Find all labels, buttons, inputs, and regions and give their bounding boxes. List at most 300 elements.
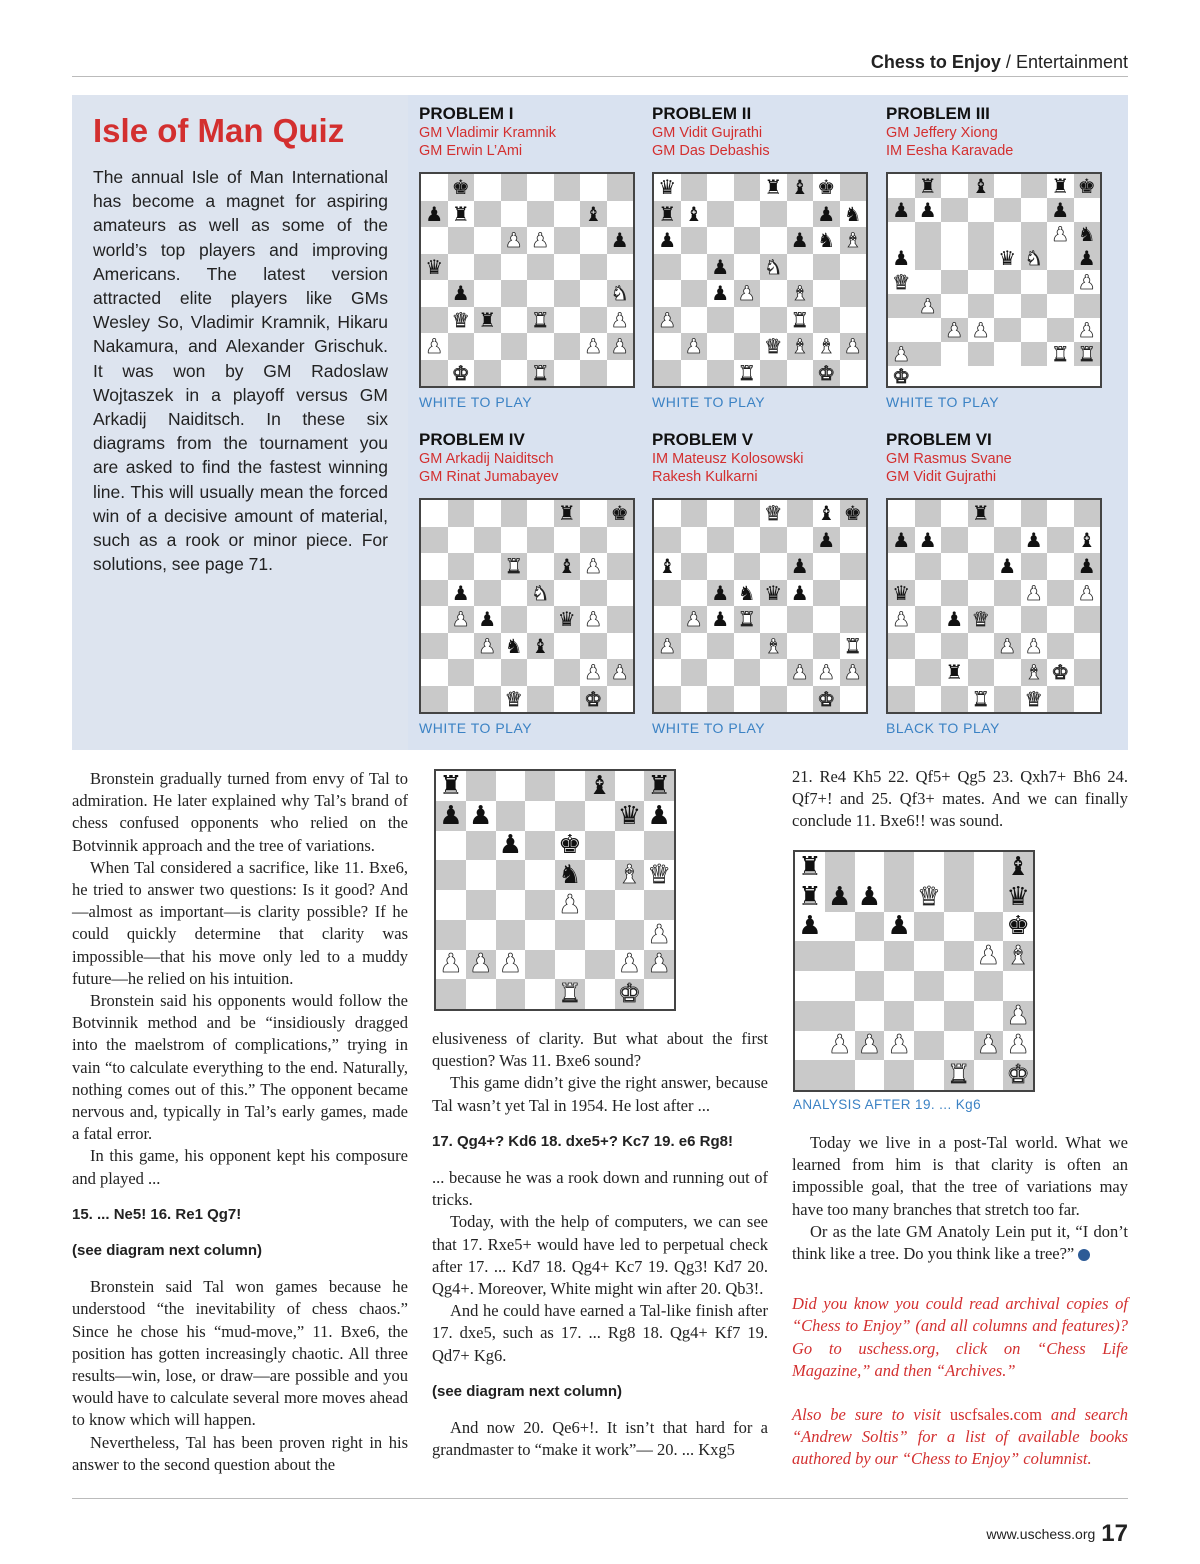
white-pawn-icon: ♟ <box>558 890 582 920</box>
board-square <box>607 280 634 307</box>
article-column-3-continued <box>792 1132 1128 1471</box>
board-square <box>1047 580 1074 607</box>
board-square <box>840 307 867 334</box>
black-king-icon: ♚ <box>817 175 836 200</box>
uscf-end-icon <box>1078 1249 1090 1261</box>
board-square <box>825 971 855 1001</box>
board-square <box>527 201 554 228</box>
board-square <box>644 831 674 861</box>
problem-caption: WHITE TO PLAY <box>652 720 766 736</box>
header-separator: / <box>1000 52 1016 72</box>
board-square <box>554 606 581 633</box>
board-square <box>941 342 968 366</box>
board-square <box>915 527 942 554</box>
white-pawn-icon: ♟ <box>918 294 937 318</box>
white-queen-icon: ♛ <box>1024 686 1043 711</box>
board-square <box>436 920 466 950</box>
board-square <box>1047 198 1074 222</box>
board-square <box>501 633 528 660</box>
board-square <box>448 360 475 387</box>
white-pawn-icon: ♟ <box>1051 222 1070 246</box>
board-square <box>496 801 526 831</box>
board-square <box>968 527 995 554</box>
board-square <box>554 659 581 686</box>
problem-caption: WHITE TO PLAY <box>652 394 766 410</box>
black-rook-icon: ♜ <box>798 881 822 912</box>
board-square <box>888 606 915 633</box>
black-rook-icon: ♜ <box>647 771 671 801</box>
board-square <box>1074 527 1101 554</box>
board-square <box>580 201 607 228</box>
black-pawn-icon: ♟ <box>451 580 470 605</box>
board-square <box>825 941 855 971</box>
board-square <box>527 360 554 387</box>
board-square <box>968 580 995 607</box>
board-square <box>840 686 867 713</box>
board-square <box>974 882 1004 912</box>
board-square <box>527 174 554 201</box>
board-square <box>585 979 615 1009</box>
board-square <box>448 201 475 228</box>
board-square <box>496 860 526 890</box>
board-square <box>795 941 825 971</box>
board-square <box>554 633 581 660</box>
board-square <box>421 580 448 607</box>
board-square <box>760 307 787 334</box>
white-rook-icon: ♜ <box>1051 342 1070 366</box>
board-square <box>944 1031 974 1061</box>
board-square <box>681 500 708 527</box>
board-square <box>914 852 944 882</box>
board-square <box>1047 553 1074 580</box>
board-square <box>840 659 867 686</box>
board-square <box>787 527 814 554</box>
page-footer <box>986 1520 1128 1548</box>
board-square <box>968 659 995 686</box>
board-square <box>760 686 787 713</box>
board-square <box>580 527 607 554</box>
board-square <box>474 254 501 281</box>
problem-black-player: GM Vidit Gujrathi <box>886 469 997 485</box>
black-bishop-icon: ♝ <box>684 201 703 226</box>
black-bishop-icon: ♝ <box>658 554 677 579</box>
board-square <box>580 174 607 201</box>
white-pawn-icon: ♟ <box>892 342 911 366</box>
board-square <box>607 174 634 201</box>
board-square <box>855 1060 885 1090</box>
board-square <box>734 580 761 607</box>
black-pawn-icon: ♟ <box>425 201 444 226</box>
board-square <box>466 950 496 980</box>
board-square <box>855 941 885 971</box>
white-pawn-icon: ♟ <box>737 281 756 306</box>
board-square <box>681 227 708 254</box>
board-square <box>554 580 581 607</box>
board-square <box>840 360 867 387</box>
black-knight-icon: ♞ <box>737 580 756 605</box>
board-square <box>915 553 942 580</box>
board-square <box>436 831 466 861</box>
problem-white-player: GM Rasmus Svane <box>886 451 1012 467</box>
board-square <box>888 198 915 222</box>
board-square <box>888 659 915 686</box>
white-rook-icon: ♜ <box>531 307 550 332</box>
board-square <box>525 771 555 801</box>
white-pawn-icon: ♟ <box>843 660 862 685</box>
board-square <box>825 882 855 912</box>
board-square <box>968 686 995 713</box>
board-square <box>994 500 1021 527</box>
board-square <box>421 333 448 360</box>
board-square <box>474 174 501 201</box>
black-king-icon: ♚ <box>558 830 582 861</box>
white-pawn-icon: ♟ <box>971 318 990 342</box>
board-square <box>1074 686 1101 713</box>
board-square <box>884 1031 914 1061</box>
board-square <box>888 246 915 270</box>
black-pawn-icon: ♟ <box>439 800 463 831</box>
board-square <box>840 227 867 254</box>
white-king-icon: ♚ <box>817 686 836 711</box>
board-square <box>555 831 585 861</box>
board-square <box>915 500 942 527</box>
board-square <box>466 890 496 920</box>
analysis-caption: ANALYSIS AFTER 19. ... Kg6 <box>793 1097 981 1112</box>
board-square <box>915 686 942 713</box>
board-square <box>855 912 885 942</box>
board-square <box>654 227 681 254</box>
board-square <box>1021 318 1048 342</box>
board-square <box>840 633 867 660</box>
board-square <box>644 890 674 920</box>
board-square <box>787 633 814 660</box>
chess-board <box>652 498 868 714</box>
white-rook-icon: ♜ <box>737 360 756 385</box>
board-square <box>554 254 581 281</box>
board-square <box>915 198 942 222</box>
white-pawn-icon: ♟ <box>658 307 677 332</box>
problem-white-player: GM Vidit Gujrathi <box>652 125 763 141</box>
board-square <box>941 633 968 660</box>
problem-title: PROBLEM I <box>419 104 514 123</box>
board-square <box>840 553 867 580</box>
black-queen-icon: ♛ <box>1006 881 1030 912</box>
white-knight-icon: ♞ <box>764 254 783 279</box>
board-square <box>436 950 466 980</box>
board-square <box>994 198 1021 222</box>
board-square <box>760 280 787 307</box>
board-square <box>760 606 787 633</box>
white-queen-icon: ♛ <box>764 334 783 359</box>
board-square <box>994 222 1021 246</box>
board-square <box>1047 270 1074 294</box>
white-bishop-icon: ♝ <box>617 860 642 890</box>
board-square <box>448 659 475 686</box>
white-pawn-icon: ♟ <box>945 318 964 342</box>
board-square <box>585 950 615 980</box>
board-square <box>944 852 974 882</box>
paragraph: Today we live in a post-Tal world. What we learned from him is that clarity is often an impossible goal, that the tree of variations may have too many branches that stretch too far. <box>792 1133 1128 1219</box>
board-square <box>888 270 915 294</box>
board-square <box>681 360 708 387</box>
problem-5 <box>652 430 868 736</box>
board-square <box>554 500 581 527</box>
white-bishop-icon: ♝ <box>843 228 862 253</box>
board-square <box>915 659 942 686</box>
board-square <box>1074 606 1101 633</box>
board-square <box>941 606 968 633</box>
black-bishop-icon: ♝ <box>557 554 576 579</box>
board-square <box>734 227 761 254</box>
board-square <box>840 201 867 228</box>
analysis-diagram <box>793 850 1035 1092</box>
board-square <box>707 174 734 201</box>
board-square <box>681 280 708 307</box>
board-square <box>855 1001 885 1031</box>
paragraph: ... because he was a rook down and running out of tricks. <box>432 1168 768 1210</box>
board-square <box>1074 500 1101 527</box>
board-square <box>915 174 942 198</box>
board-square <box>760 633 787 660</box>
white-bishop-icon: ♝ <box>764 633 783 658</box>
board-square <box>525 920 555 950</box>
board-square <box>466 860 496 890</box>
board-square <box>914 1031 944 1061</box>
board-square <box>760 333 787 360</box>
board-square <box>795 882 825 912</box>
white-rook-icon: ♜ <box>504 554 523 579</box>
board-square <box>554 307 581 334</box>
white-king-icon: ♚ <box>817 360 836 385</box>
white-bishop-icon: ♝ <box>790 334 809 359</box>
board-square <box>734 333 761 360</box>
paragraph: Bronstein said his opponents would follow the Botvinnik method and be “insidiously dragged into the maelstrom of complications,” trying in vain “to calculate everything to the end. Naturally, nothing comes out of this.” The opponent became nervous and, typically in Tal’s early games, made a fatal error. <box>72 991 408 1144</box>
board-square <box>968 500 995 527</box>
board-square <box>707 686 734 713</box>
black-pawn-icon: ♟ <box>918 198 937 222</box>
black-pawn-icon: ♟ <box>790 554 809 579</box>
white-pawn-icon: ♟ <box>684 334 703 359</box>
black-knight-icon: ♞ <box>504 633 523 658</box>
board-square <box>496 831 526 861</box>
white-king-icon: ♚ <box>1051 660 1070 685</box>
board-square <box>915 606 942 633</box>
board-square <box>527 580 554 607</box>
black-bishop-icon: ♝ <box>817 501 836 526</box>
board-square <box>654 280 681 307</box>
paragraph: 21. Re4 Kh5 22. Qf5+ Qg5 23. Qxh7+ Bh6 24. Qf7+! and 25. Qf3+ mates. And we can finally conclude 11. Bxe6!! was sound. <box>792 767 1128 831</box>
problem-white-player: GM Arkadij Naiditsch <box>419 451 554 467</box>
white-pawn-icon: ♟ <box>658 633 677 658</box>
black-pawn-icon: ♟ <box>817 527 836 552</box>
board-square <box>888 633 915 660</box>
black-pawn-icon: ♟ <box>610 228 629 253</box>
board-square <box>1074 270 1101 294</box>
board-square <box>888 686 915 713</box>
chess-board <box>419 172 635 388</box>
black-rook-icon: ♜ <box>557 501 576 526</box>
board-square <box>474 333 501 360</box>
board-square <box>654 659 681 686</box>
board-square <box>580 633 607 660</box>
black-knight-icon: ♞ <box>817 228 836 253</box>
white-pawn-icon: ♟ <box>610 334 629 359</box>
chess-board <box>419 498 635 714</box>
board-square <box>888 318 915 342</box>
board-square <box>941 659 968 686</box>
black-pawn-icon: ♟ <box>711 580 730 605</box>
board-square <box>474 580 501 607</box>
white-pawn-icon: ♟ <box>584 607 603 632</box>
board-square <box>681 553 708 580</box>
problem-3 <box>886 104 1102 410</box>
black-knight-icon: ♞ <box>1077 222 1096 246</box>
board-square <box>813 174 840 201</box>
white-pawn-icon: ♟ <box>584 660 603 685</box>
problem-white-player: GM Vladimir Kramnik <box>419 125 556 141</box>
board-square <box>527 633 554 660</box>
board-square <box>1003 971 1033 1001</box>
board-square <box>855 1031 885 1061</box>
board-square <box>1047 659 1074 686</box>
black-pawn-icon: ♟ <box>1024 527 1043 552</box>
board-square <box>474 500 501 527</box>
board-square <box>448 254 475 281</box>
board-square <box>554 174 581 201</box>
problem-black-player: GM Erwin L’Ami <box>419 143 523 159</box>
board-square <box>654 553 681 580</box>
board-square <box>944 882 974 912</box>
white-knight-icon: ♞ <box>531 580 550 605</box>
quiz-title: Isle of Man Quiz <box>93 112 345 149</box>
board-square <box>795 1031 825 1061</box>
board-square <box>466 771 496 801</box>
board-square <box>580 360 607 387</box>
problem-title: PROBLEM V <box>652 430 754 449</box>
black-queen-icon: ♛ <box>617 800 642 831</box>
board-square <box>554 201 581 228</box>
promo-books <box>792 1404 1128 1471</box>
board-square <box>501 280 528 307</box>
board-square <box>914 1001 944 1031</box>
white-queen-icon: ♛ <box>451 307 470 332</box>
board-square <box>421 553 448 580</box>
white-pawn-icon: ♟ <box>584 334 603 359</box>
uscfsales-link[interactable]: uscfsales.com <box>949 1405 1042 1425</box>
white-bishop-icon: ♝ <box>817 334 836 359</box>
white-pawn-icon: ♟ <box>1077 580 1096 605</box>
board-square <box>654 500 681 527</box>
board-square <box>681 686 708 713</box>
board-square <box>914 941 944 971</box>
board-square <box>474 606 501 633</box>
black-pawn-icon: ♟ <box>790 228 809 253</box>
white-queen-icon: ♛ <box>971 607 990 632</box>
board-square <box>795 912 825 942</box>
board-square <box>884 941 914 971</box>
board-square <box>915 580 942 607</box>
board-square <box>707 527 734 554</box>
problem-title: PROBLEM VI <box>886 430 992 449</box>
white-pawn-icon: ♟ <box>610 307 629 332</box>
page-number: 17 <box>1101 1520 1128 1547</box>
board-square <box>436 860 466 890</box>
board-square <box>654 580 681 607</box>
board-square <box>681 527 708 554</box>
board-square <box>888 580 915 607</box>
white-king-icon: ♚ <box>584 686 603 711</box>
board-square <box>941 198 968 222</box>
board-square <box>974 1060 1004 1090</box>
article-column-1 <box>72 768 408 1476</box>
board-square <box>760 580 787 607</box>
section-name: Chess to Enjoy <box>870 52 1001 72</box>
board-square <box>968 342 995 366</box>
board-square <box>607 333 634 360</box>
board-square <box>707 254 734 281</box>
diagram-note: (see diagram next column) <box>432 1382 623 1400</box>
board-square <box>580 280 607 307</box>
footer-url[interactable]: www.uschess.org <box>986 1526 1096 1542</box>
board-square <box>968 270 995 294</box>
board-square <box>448 333 475 360</box>
white-rook-icon: ♜ <box>843 633 862 658</box>
board-square <box>915 342 942 366</box>
board-square <box>501 686 528 713</box>
board-square <box>421 659 448 686</box>
board-square <box>1074 580 1101 607</box>
black-queen-icon: ♛ <box>998 246 1017 270</box>
board-square <box>554 360 581 387</box>
board-square <box>994 174 1021 198</box>
board-square <box>1021 270 1048 294</box>
board-square <box>496 890 526 920</box>
problem-1 <box>419 104 635 410</box>
footer-rule <box>72 1498 1128 1499</box>
board-square <box>787 360 814 387</box>
board-square <box>994 686 1021 713</box>
board-square <box>941 580 968 607</box>
board-square <box>1047 342 1074 366</box>
paragraph: This game didn’t give the right answer, because Tal wasn’t yet Tal in 1954. He lost after ... <box>432 1073 768 1115</box>
board-square <box>1021 198 1048 222</box>
board-square <box>968 174 995 198</box>
problem-caption: WHITE TO PLAY <box>419 720 533 736</box>
board-square <box>760 227 787 254</box>
promo-archives: Did you know you could read archival copies of “Chess to Enjoy” (and all columns and features)? Go to uschess.org, click on “Chess Life Magazine,” and then “Archives.” <box>792 1294 1128 1380</box>
board-square <box>1047 294 1074 318</box>
board-square <box>941 294 968 318</box>
board-square <box>915 270 942 294</box>
board-square <box>527 686 554 713</box>
board-square <box>474 360 501 387</box>
section-category: Entertainment <box>1015 52 1128 72</box>
article-column-2 <box>432 1028 768 1461</box>
board-square <box>448 686 475 713</box>
board-square <box>681 659 708 686</box>
white-knight-icon: ♞ <box>1024 246 1043 270</box>
board-square <box>1021 633 1048 660</box>
black-pawn-icon: ♟ <box>827 881 852 912</box>
white-pawn-icon: ♟ <box>892 607 911 632</box>
board-square <box>994 553 1021 580</box>
black-knight-icon: ♞ <box>558 860 582 890</box>
board-square <box>707 360 734 387</box>
board-square <box>607 553 634 580</box>
board-square <box>813 307 840 334</box>
board-square <box>501 333 528 360</box>
black-pawn-icon: ♟ <box>817 201 836 226</box>
